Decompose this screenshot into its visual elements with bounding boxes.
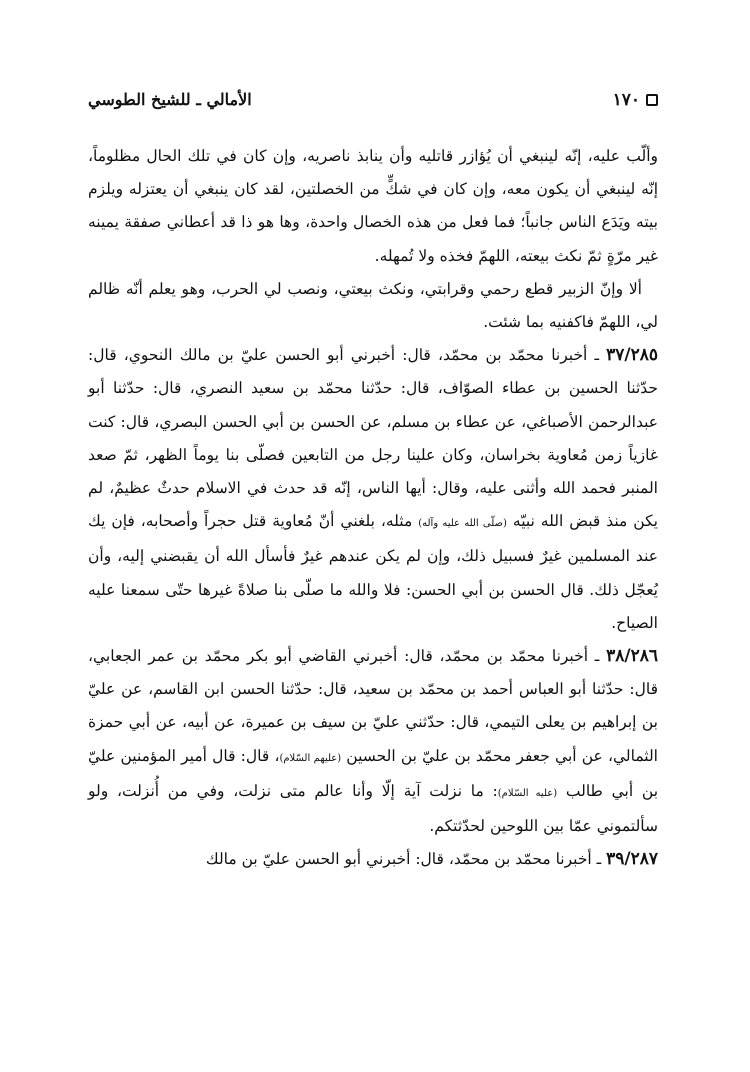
box-icon bbox=[646, 94, 658, 106]
page-number: ١٧٠ bbox=[612, 90, 640, 110]
paragraph-zubayr: ألا وإنّ الزبير قطع رحمي وقرابتي، ونكث بيعتي، ونصب لي الحرب، وهو يعلم أنّه ظالم لي، اللهمّ فاكفنيه بما شئت. bbox=[88, 279, 658, 332]
honorific: (عليهم السّلام) bbox=[279, 752, 342, 764]
body-text bbox=[88, 140, 658, 876]
hadith-285: ٣٧/٢٨٥ ـ أخبرنا محمّد بن محمّد، قال: أخبرني أبو الحسن عليّ بن مالك النحوي، قال: حدّثنا الحسين بن عطاء الصوّاف، قال: حدّثنا محمّد بن سعيد النصري، قال: حدّثنا أبو عبدالرحمن الأصباغي، عن عطاء بن مسلم، عن الحسن بن أبي الحسن البصري، قال: كنت غازياً زمن مُعاوية بخراسان، وكان علينا رجل من التابعين فصلّى بنا يوماً الظهر، ثمّ صعد المنبر فحمد الله وأثنى عليه، وقال: أيها الناس، إنّه قد حدث في الاسلام حدثٌ عظيمٌ، لم يكن منذ قبض الله نبيّه (صلّى الله عليه وآله) مثله، بلغني أنّ مُعاوية قتل حجراً وأصحابه، فإن يك عند المسلمين غيرٌ فسبيل ذلك، وإن لم يكن عندهم غيرٌ فأسأل الله أن يقبضني إليه، وأن يُعجّل ذلك. قال الحسن بن أبي الحسن: فلا والله ما صلّى بنا صلاةً غيرها حتّى سمعنا عليه الصياح. bbox=[88, 345, 659, 632]
hadith-number: ٣٧/٢٨٥ bbox=[606, 345, 658, 366]
hadith-number: ٣٨/٢٨٦ bbox=[606, 646, 658, 667]
page-header bbox=[88, 88, 658, 118]
hadith-286: ٣٨/٢٨٦ ـ أخبرنا محمّد بن محمّد، قال: أخبرني القاضي أبو بكر محمّد بن عمر الجعابي، قال: حدّثنا أبو العباس أحمد بن محمّد بن سعيد، قال: حدّثنا الحسن ابن القاسم، عن عليّ بن إبراهيم بن يعلى التيمي، قال: حدّثني عليّ بن سيف بن عميرة، عن أبيه، عن أبي حمزة الثمالي، عن أبي جعفر محمّد بن عليّ بن الحسين (عليهم السّلام)، قال: قال أمير المؤمنين عليّ بن أبي طالب (عليه السّلام): ما نزلت آية إلّا وأنا عالم متى نزلت، وفي من أُنزلت، ولو سألتموني عمّا بين اللوحين لحدّثتكم. bbox=[88, 646, 659, 836]
hadith-number: ٣٩/٢٨٧ bbox=[606, 849, 658, 870]
honorific: (عليه السّلام) bbox=[497, 787, 558, 799]
running-title: الأمالي ـ للشيخ الطوسي bbox=[88, 90, 252, 109]
paragraph-continuation: وألّب عليه، إنّه لينبغي أن يُؤازر قاتليه وأن ينابذ ناصريه، وإن كان في تلك الحال مظلوماً، إنّه لينبغي أن يكون معه، وإن كان في شكٍّ من الخصلتين، لقد كان ينبغي أن يعتزله ويلزم بيته ويَدَع الناس جانباً؛ فما فعل من هذه الخصال واحدة، وها هو ذا قد أعطاني صفقة يمينه غير مرّةٍ ثمّ نكث بيعته، اللهمّ فخذه ولا تُمهله. bbox=[88, 147, 658, 265]
honorific: (صلّى الله عليه وآله) bbox=[418, 518, 507, 530]
hadith-287: ٣٩/٢٨٧ ـ أخبرنا محمّد بن محمّد، قال: أخبرني أبو الحسن عليّ بن مالك bbox=[205, 849, 658, 870]
page-number-group bbox=[613, 90, 658, 110]
